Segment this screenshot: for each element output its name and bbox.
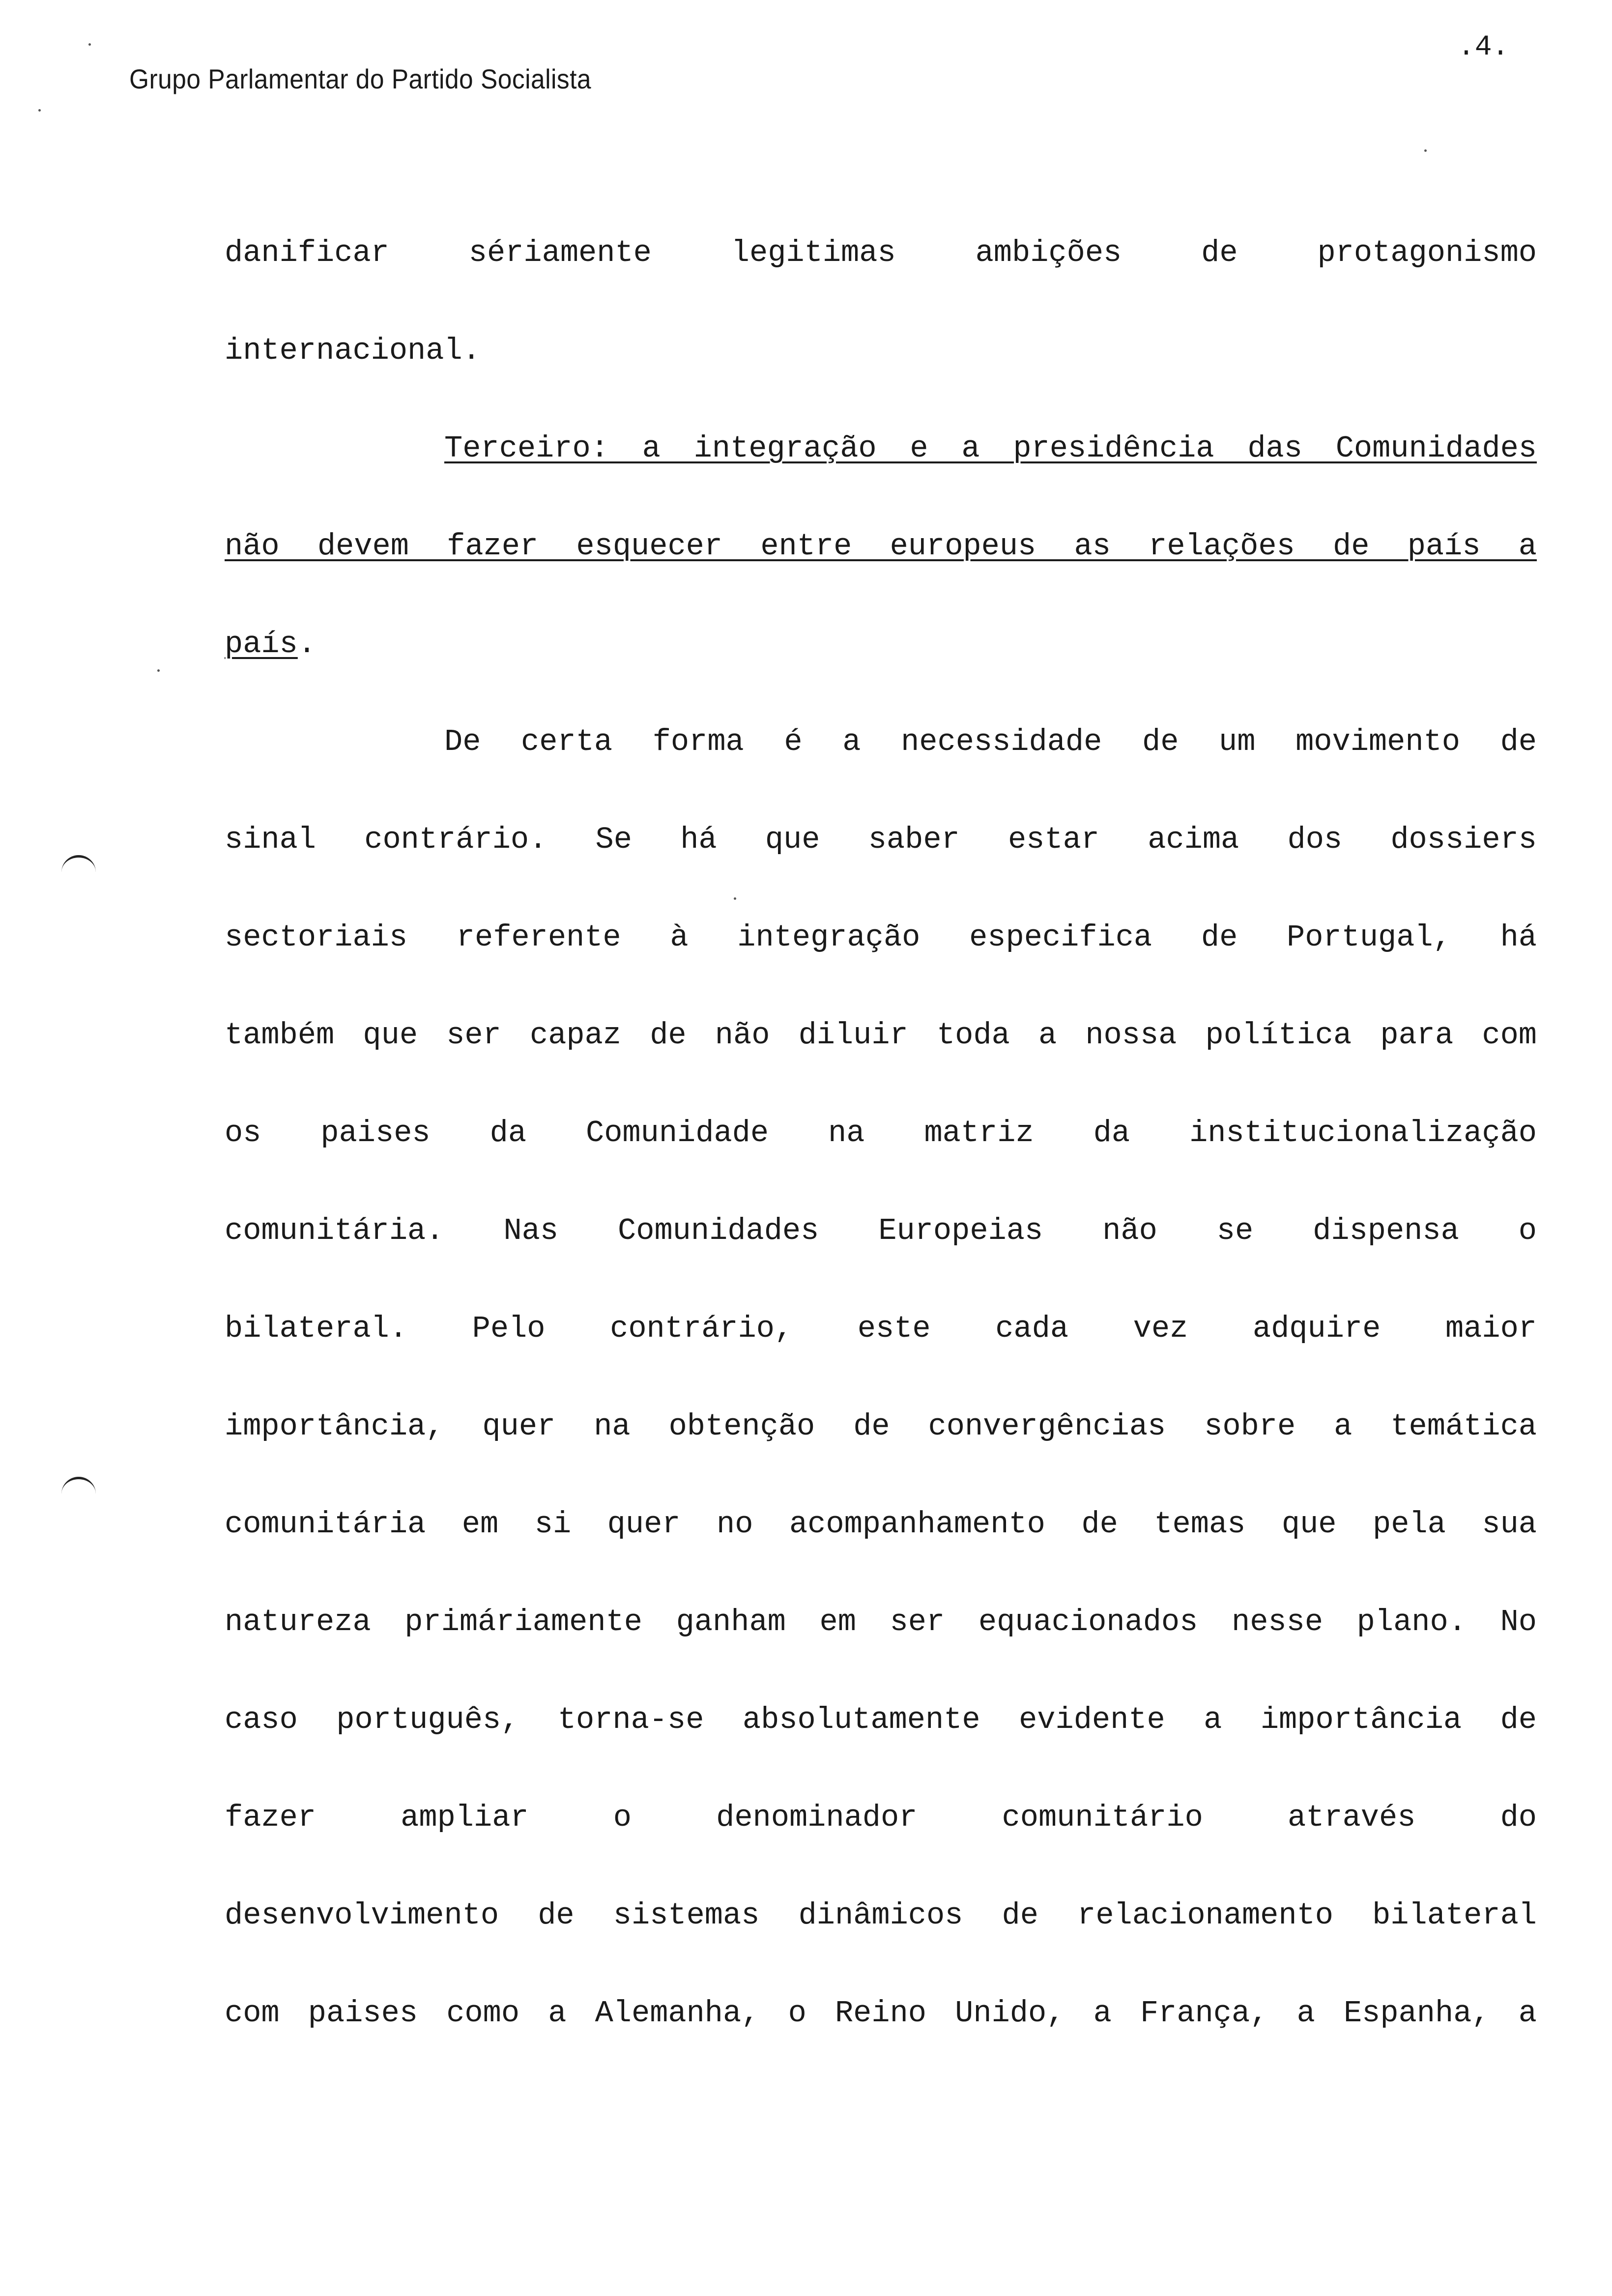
text-line: comunitária em si quer no acompanhamento de temas que pela sua	[225, 1507, 1537, 1542]
punch-hole-mark	[61, 1477, 96, 1494]
text-line: danificar sériamente legitimas ambições de protagonismo	[225, 235, 1537, 270]
body-text	[225, 204, 1537, 2062]
text-line: comunitária. Nas Comunidades Europeias não se dispensa o	[225, 1213, 1537, 1248]
scan-speck	[38, 109, 41, 112]
underlined-heading-text: país	[225, 627, 298, 661]
text-line: natureza primáriamente ganham em ser equacionados nesse plano. No	[225, 1605, 1537, 1639]
text-line: bilateral. Pelo contrário, este cada vez adquire maior	[225, 1311, 1537, 1346]
scan-speck	[88, 43, 91, 46]
document-header: Grupo Parlamentar do Partido Socialista	[129, 63, 592, 94]
underlined-heading-text: Terceiro: a integração e a presidência das Comunidades	[444, 431, 1537, 466]
underlined-heading-text: não devem fazer esquecer entre europeus as relações de país a	[225, 529, 1537, 564]
text-line: sinal contrário. Se há que saber estar acima dos dossiers	[225, 822, 1537, 857]
text-line: De certa forma é a necessidade de um movimento de	[444, 724, 1537, 759]
text-line: desenvolvimento de sistemas dinâmicos de relacionamento bilateral	[225, 1898, 1537, 1933]
scan-speck	[734, 897, 736, 900]
period: .	[297, 627, 317, 661]
text-line	[225, 595, 1537, 693]
scan-speck	[157, 669, 160, 672]
text-line: os paises da Comunidade na matriz da institucionalização	[225, 1116, 1537, 1150]
page-number: .4.	[1458, 31, 1509, 63]
text-line: importância, quer na obtenção de convergências sobre a temática	[225, 1409, 1537, 1444]
text-line: fazer ampliar o denominador comunitário através do	[225, 1800, 1537, 1835]
text-line: sectoriais referente à integração especifica de Portugal, há	[225, 920, 1537, 955]
punch-hole-mark	[61, 855, 96, 872]
text-line: com paises como a Alemanha, o Reino Unido, a França, a Espanha, a	[225, 1996, 1537, 2031]
text-line: também que ser capaz de não diluir toda a nossa política para com	[225, 1018, 1537, 1053]
text-line-underlined	[225, 400, 1537, 497]
scan-speck	[1424, 149, 1427, 152]
text-line: caso português, torna-se absolutamente evidente a importância de	[225, 1702, 1537, 1737]
text-line: internacional.	[225, 333, 481, 368]
text-line-underlined	[225, 497, 1537, 595]
